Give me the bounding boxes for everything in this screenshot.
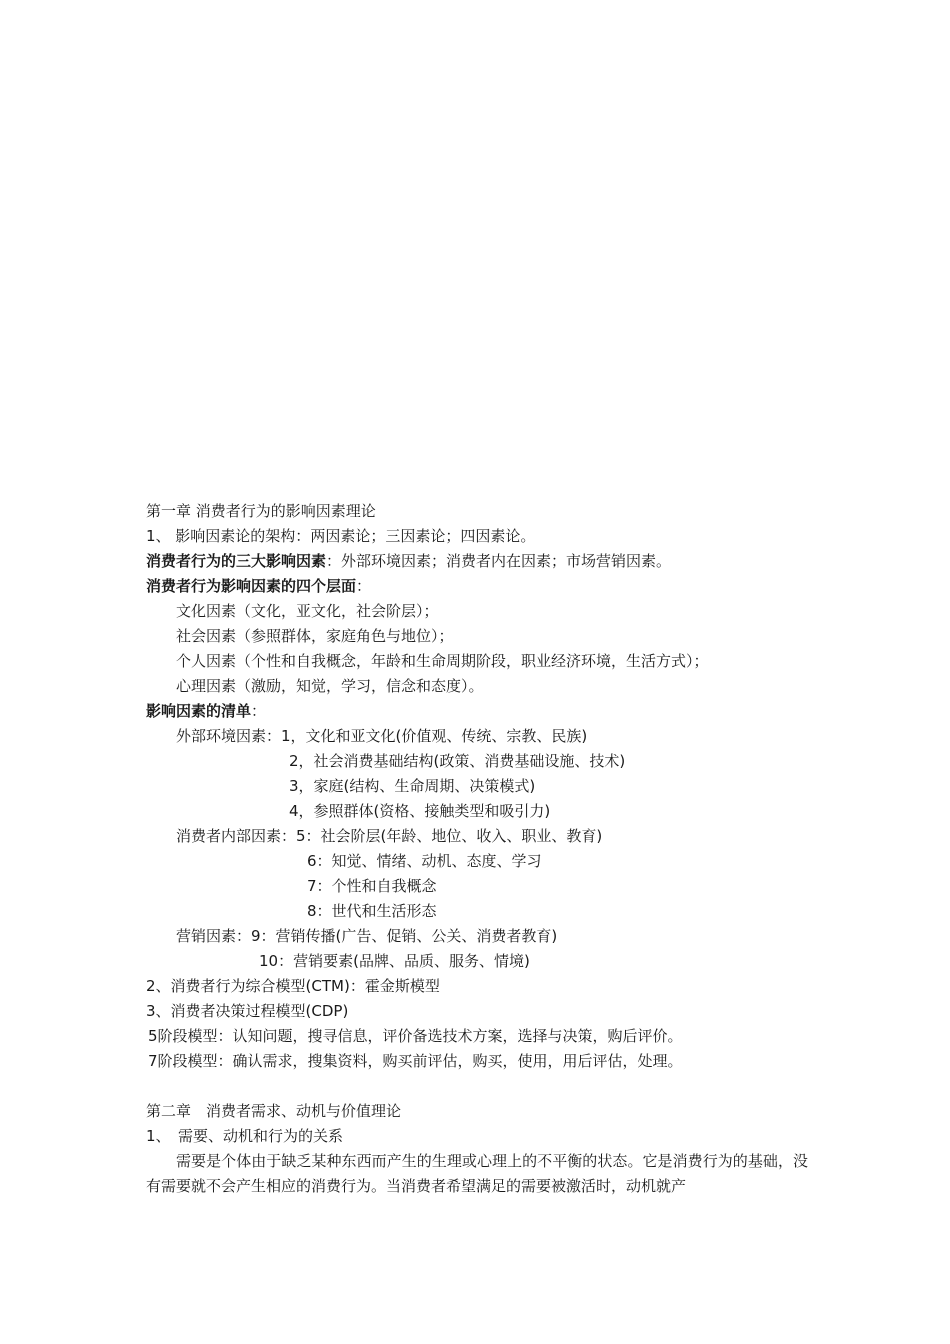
- level-personal: 个人因素（个性和自我概念，年龄和生命周期阶段，职业经济环境，生活方式）；: [176, 652, 709, 670]
- factor-list-colon: ：: [251, 702, 267, 720]
- external-factor-4: 4，参照群体(资格、接触类型和吸引力): [289, 802, 551, 820]
- level-culture: 文化因素（文化，亚文化，社会阶层）；: [176, 602, 439, 620]
- document-body: [146, 499, 826, 1199]
- chapter1-item1: 1、 影响因素论的架构：两因素论；三因素论；四因素论。: [146, 527, 536, 545]
- four-levels-label: 消费者行为影响因素的四个层面: [146, 577, 357, 595]
- three-factors-text: ：外部环境因素；消费者内在因素；市场营销因素。: [326, 552, 672, 570]
- chapter2-title: 第二章 消费者需求、动机与价值理论: [146, 1102, 402, 1120]
- internal-factor-5: 消费者内部因素：5：社会阶层(年龄、地位、收入、职业、教育): [176, 827, 603, 845]
- internal-factor-7: 7：个性和自我概念: [307, 877, 437, 895]
- external-factor-1: 外部环境因素：1，文化和亚文化(价值观、传统、宗教、民族): [176, 727, 588, 745]
- internal-factor-8: 8：世代和生活形态: [307, 902, 437, 920]
- three-factors-line: [146, 549, 826, 574]
- section-gap: [146, 1074, 826, 1099]
- chapter2-paragraph: 需要是个体由于缺乏某种东西而产生的生理或心理上的不平衡的状态。它是消费行为的基础，没有需要就不会产生相应的消费行为。当消费者希望满足的需要被激活时，动机就产: [146, 1152, 808, 1195]
- chapter2-item1: 1、 需要、动机和行为的关系: [146, 1127, 344, 1145]
- external-factor-2: 2，社会消费基础结构(政策、消费基础设施、技术): [289, 752, 626, 770]
- level-social: 社会因素（参照群体，家庭角色与地位）；: [176, 627, 454, 645]
- marketing-factor-9: 营销因素：9：营销传播(广告、促销、公关、消费者教育): [176, 927, 558, 945]
- model-5-stage: 5阶段模型：认知问题，搜寻信息，评价备选技术方案，选择与决策，购后评价。: [148, 1027, 683, 1045]
- chapter1-item3: 3、消费者决策过程模型(CDP): [146, 1002, 349, 1020]
- level-psychological: 心理因素（激励，知觉，学习，信念和态度）。: [176, 677, 484, 695]
- four-levels-line: [146, 574, 826, 599]
- four-levels-colon: ：: [356, 577, 372, 595]
- factor-list-line: [146, 699, 826, 724]
- factor-list-label: 影响因素的清单: [146, 702, 252, 720]
- model-7-stage: 7阶段模型：确认需求，搜集资料，购买前评估，购买，使用，用后评估，处理。: [148, 1052, 683, 1070]
- three-factors-label: 消费者行为的三大影响因素: [146, 552, 327, 570]
- chapter1-title: 第一章 消费者行为的影响因素理论: [146, 502, 376, 520]
- chapter1-item2: 2、消费者行为综合模型(CTM)：霍金斯模型: [146, 977, 440, 995]
- external-factor-3: 3，家庭(结构、生命周期、决策模式): [289, 777, 536, 795]
- marketing-factor-10: 10：营销要素(品牌、品质、服务、情境): [259, 952, 530, 970]
- internal-factor-6: 6：知觉、情绪、动机、态度、学习: [307, 852, 542, 870]
